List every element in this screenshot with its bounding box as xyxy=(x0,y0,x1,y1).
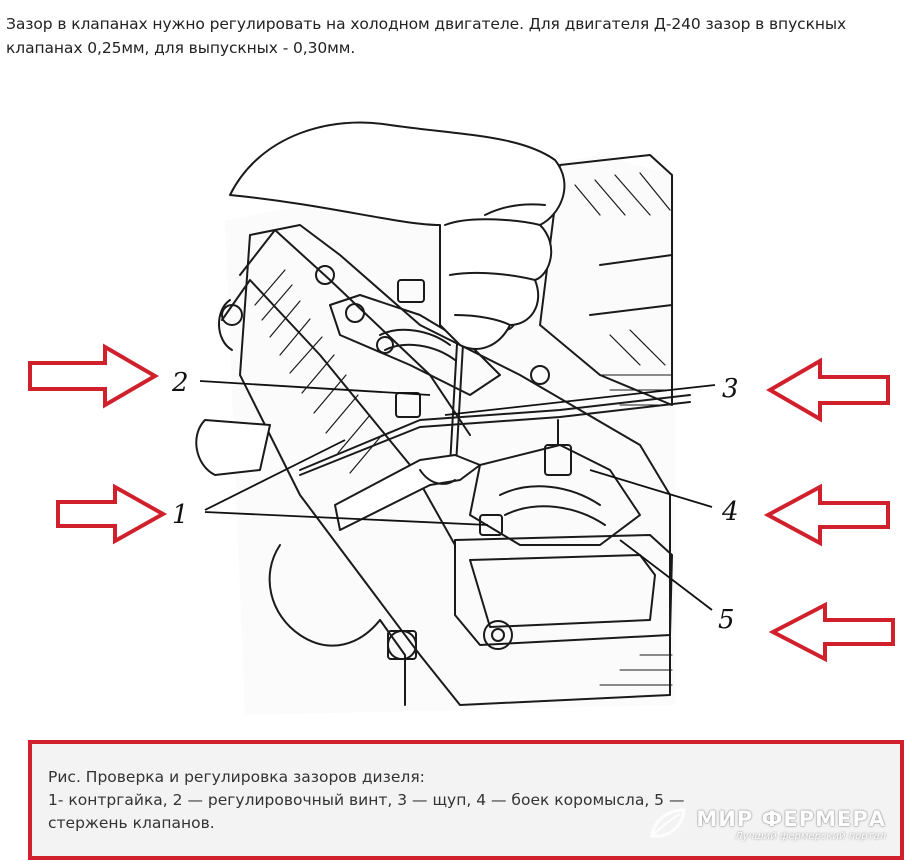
caption-box xyxy=(28,740,904,860)
arrow-left-icon xyxy=(768,487,888,543)
engine-drawing xyxy=(196,123,690,715)
engine-illustration xyxy=(0,75,912,735)
label-3: 3 xyxy=(722,374,739,404)
engine-valve-figure xyxy=(0,75,912,735)
watermark-title: МИР ФЕРМЕРА xyxy=(696,806,886,831)
arrow-left-icon xyxy=(773,605,893,659)
caption-title: Рис. Проверка и регулировка зазоров дизеля: xyxy=(48,768,425,786)
watermark xyxy=(648,806,886,842)
watermark-subtitle: Лучший фермерский портал xyxy=(735,830,886,842)
label-1: 1 xyxy=(172,500,189,530)
arrow-right-icon xyxy=(30,347,155,405)
caption-legend: 1- контргайка, 2 — регулировочный винт, 3 — щуп, 4 — боек коромысла, 5 — xyxy=(48,791,685,809)
leaf-logo-icon xyxy=(648,806,688,842)
arrow-right-icon xyxy=(58,487,163,541)
label-5: 5 xyxy=(718,605,735,635)
caption-legend-cont: стержень клапанов. xyxy=(48,814,215,832)
label-2: 2 xyxy=(172,368,189,398)
arrow-left-icon xyxy=(770,361,888,419)
intro-text: Зазор в клапанах нужно регулировать на холодном двигателе. Для двигателя Д-240 зазор в впускных клапанах 0,25мм, для выпускных - 0,30мм. xyxy=(6,15,847,57)
label-4: 4 xyxy=(722,497,739,527)
